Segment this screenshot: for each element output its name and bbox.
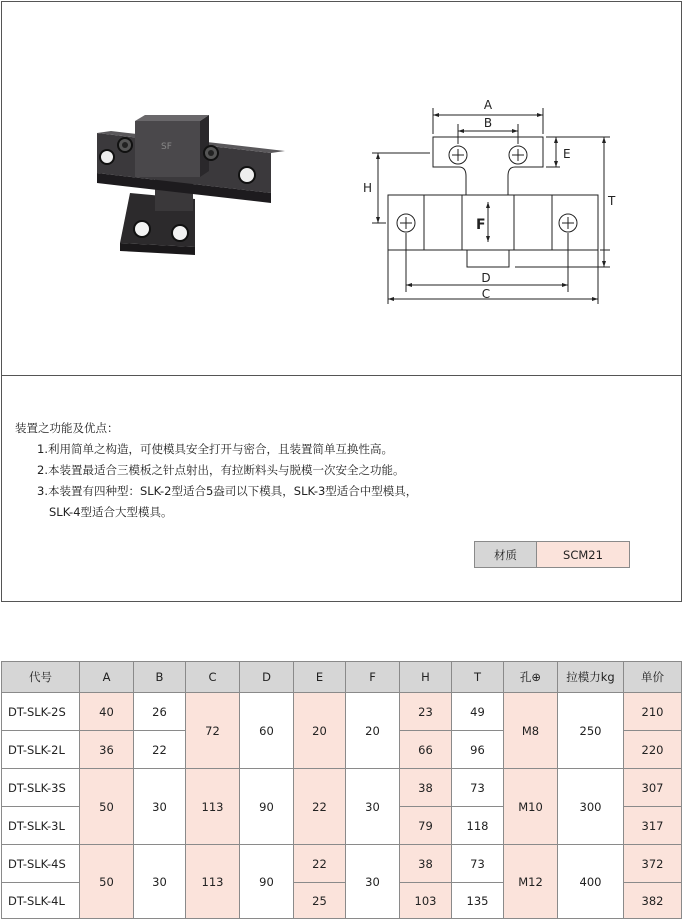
hole-cell: M10 bbox=[504, 769, 558, 845]
dim-label-b: B bbox=[483, 116, 493, 130]
h-cell: 23 bbox=[400, 693, 452, 731]
header-cell: 单价 bbox=[624, 662, 682, 693]
t-cell: 96 bbox=[452, 731, 504, 769]
code-cell: DT-SLK-4S bbox=[2, 845, 80, 883]
dim-label-c: C bbox=[481, 287, 491, 301]
dim-label-h: H bbox=[363, 181, 373, 195]
features-section bbox=[15, 418, 655, 523]
code-cell: DT-SLK-3S bbox=[2, 769, 80, 807]
e-cell: 22 bbox=[294, 845, 346, 883]
h-cell: 66 bbox=[400, 731, 452, 769]
header-cell: E bbox=[294, 662, 346, 693]
price-cell: 317 bbox=[624, 807, 682, 845]
header-cell: 拉模力kg bbox=[558, 662, 624, 693]
header-cell: D bbox=[240, 662, 294, 693]
b-cell: 22 bbox=[134, 731, 186, 769]
force-cell: 400 bbox=[558, 845, 624, 919]
header-cell: B bbox=[134, 662, 186, 693]
header-cell: 代号 bbox=[2, 662, 80, 693]
feature-item: 2.本装置最适合三模板之针点射出，有拉断料头与脱模一次安全之功能。 bbox=[37, 463, 405, 477]
dim-label-t: T bbox=[608, 194, 616, 208]
d-cell: 60 bbox=[240, 693, 294, 769]
d-cell: 90 bbox=[240, 845, 294, 919]
a-cell: 40 bbox=[80, 693, 134, 731]
feature-item: SLK-4型适合大型模具。 bbox=[49, 505, 173, 519]
table-row bbox=[2, 769, 682, 807]
feature-item: 3.本装置有四种型：SLK-2型适合5盎司以下模具，SLK-3型适合中型模具， bbox=[37, 484, 418, 498]
t-cell: 118 bbox=[452, 807, 504, 845]
spec-table bbox=[1, 661, 682, 919]
dim-label-f: F bbox=[476, 217, 486, 233]
force-cell: 300 bbox=[558, 769, 624, 845]
b-cell: 26 bbox=[134, 693, 186, 731]
c-cell: 113 bbox=[186, 845, 240, 919]
t-cell: 73 bbox=[452, 769, 504, 807]
h-cell: 38 bbox=[400, 845, 452, 883]
header-cell: A bbox=[80, 662, 134, 693]
photo-stamp: SF bbox=[161, 142, 172, 152]
hole-cell: M8 bbox=[504, 693, 558, 769]
dim-label-e: E bbox=[563, 147, 571, 161]
h-cell: 38 bbox=[400, 769, 452, 807]
t-cell: 73 bbox=[452, 845, 504, 883]
header-cell: 孔⊕ bbox=[504, 662, 558, 693]
features-title: 装置之功能及优点： bbox=[15, 421, 119, 435]
code-cell: DT-SLK-3L bbox=[2, 807, 80, 845]
feature-item: 1.利用简单之构造，可使模具安全打开与密合，且装置简单互换性高。 bbox=[37, 442, 393, 456]
header-cell: T bbox=[452, 662, 504, 693]
price-cell: 382 bbox=[624, 883, 682, 919]
c-cell: 72 bbox=[186, 693, 240, 769]
t-cell: 135 bbox=[452, 883, 504, 919]
code-cell: DT-SLK-4L bbox=[2, 883, 80, 919]
price-cell: 372 bbox=[624, 845, 682, 883]
e-cell: 25 bbox=[294, 883, 346, 919]
code-cell: DT-SLK-2L bbox=[2, 731, 80, 769]
price-cell: 307 bbox=[624, 769, 682, 807]
code-cell: DT-SLK-2S bbox=[2, 693, 80, 731]
a-cell: 36 bbox=[80, 731, 134, 769]
c-cell: 113 bbox=[186, 769, 240, 845]
f-cell: 30 bbox=[346, 845, 400, 919]
a-cell: 50 bbox=[80, 845, 134, 919]
panel-divider bbox=[2, 375, 681, 376]
table-row bbox=[2, 845, 682, 883]
header-cell: F bbox=[346, 662, 400, 693]
header-cell: H bbox=[400, 662, 452, 693]
force-cell: 250 bbox=[558, 693, 624, 769]
b-cell: 30 bbox=[134, 845, 186, 919]
d-cell: 90 bbox=[240, 769, 294, 845]
h-cell: 79 bbox=[400, 807, 452, 845]
price-cell: 220 bbox=[624, 731, 682, 769]
price-cell: 210 bbox=[624, 693, 682, 731]
header-cell: C bbox=[186, 662, 240, 693]
dim-label-a: A bbox=[483, 98, 493, 112]
h-cell: 103 bbox=[400, 883, 452, 919]
t-cell: 49 bbox=[452, 693, 504, 731]
dimension-drawing bbox=[360, 92, 630, 307]
product-photo bbox=[75, 115, 285, 260]
f-cell: 30 bbox=[346, 769, 400, 845]
f-cell: 20 bbox=[346, 693, 400, 769]
material-box bbox=[474, 541, 630, 568]
b-cell: 30 bbox=[134, 769, 186, 845]
material-value: SCM21 bbox=[537, 542, 629, 567]
table-header-row bbox=[2, 662, 682, 693]
e-cell: 22 bbox=[294, 769, 346, 845]
a-cell: 50 bbox=[80, 769, 134, 845]
dim-label-d: D bbox=[481, 271, 491, 285]
e-cell: 20 bbox=[294, 693, 346, 769]
table-row bbox=[2, 693, 682, 731]
hole-cell: M12 bbox=[504, 845, 558, 919]
material-label: 材质 bbox=[475, 542, 537, 567]
